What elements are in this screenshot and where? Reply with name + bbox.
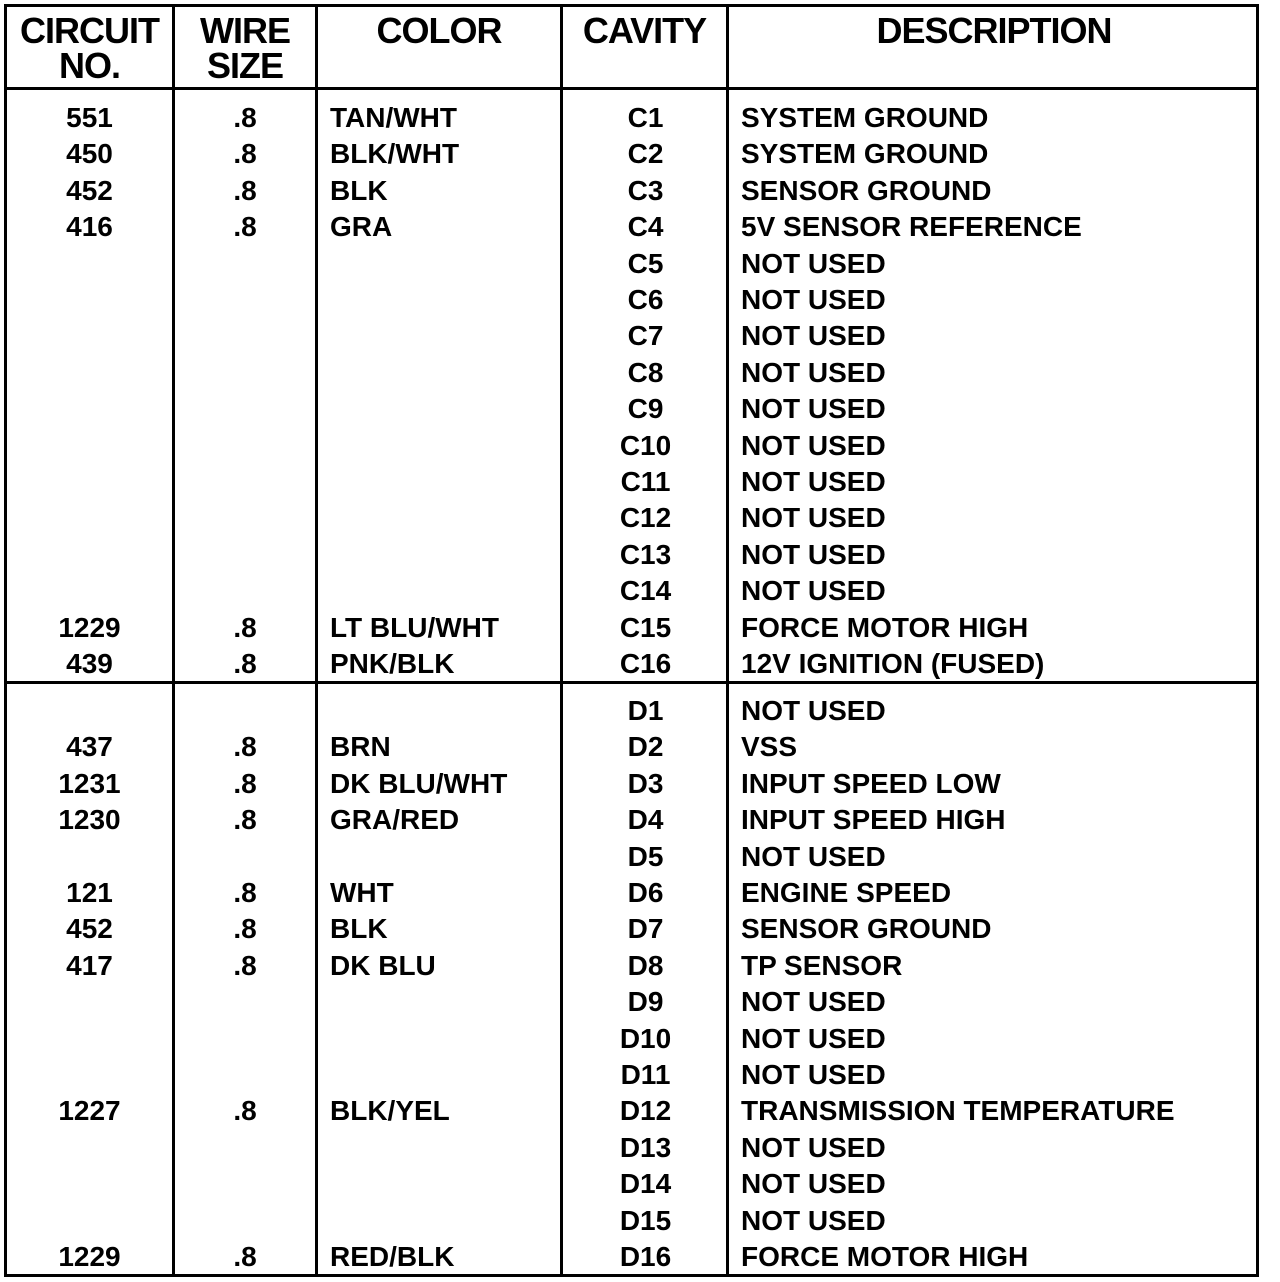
wire-color-cell: BLK: [330, 913, 388, 945]
wire-size-cell: [175, 1166, 315, 1202]
description-cell: FORCE MOTOR HIGH: [741, 1241, 1029, 1272]
circuit-no-cell: [7, 839, 172, 875]
circuit-no-cell: [7, 1130, 172, 1166]
wire-color-cell: [330, 500, 560, 536]
circuit-no-cell: [7, 537, 172, 573]
cavity-cell: C7: [627, 320, 664, 352]
wire-color-cell: [330, 464, 560, 500]
wire-size-cell: .8: [233, 174, 257, 206]
table-row: [7, 1239, 1256, 1275]
table-row: [7, 464, 1256, 500]
wire-color-cell: [330, 1166, 560, 1202]
circuit-no-cell: 1229: [58, 1241, 121, 1272]
description-cell: NOT USED: [741, 1022, 886, 1054]
table-row: [7, 1203, 1256, 1239]
cavity-cell: D9: [627, 986, 664, 1018]
circuit-no-cell: [7, 500, 172, 536]
wire-color-cell: [330, 246, 560, 282]
wire-size-cell: .8: [233, 1095, 257, 1127]
circuit-no-cell: 551: [66, 102, 113, 133]
circuit-no-cell: 452: [66, 174, 113, 206]
cavity-cell: C2: [627, 138, 664, 170]
wire-size-cell: .8: [233, 211, 257, 243]
cavity-cell: C6: [627, 284, 664, 315]
wire-color-cell: [330, 537, 560, 573]
table-row: [7, 911, 1256, 947]
wire-color-cell: BLK/YEL: [330, 1095, 450, 1127]
table-row: [7, 802, 1256, 838]
circuit-no-cell: [7, 355, 172, 391]
circuit-no-cell: [7, 282, 172, 318]
circuit-no-cell: [7, 693, 172, 729]
cavity-cell: D1: [627, 695, 664, 726]
table-row: [7, 391, 1256, 427]
cavity-cell: C13: [619, 538, 672, 570]
wire-size-cell: [175, 246, 315, 282]
wire-color-cell: [330, 355, 560, 391]
cavity-cell: C11: [620, 466, 671, 497]
table-row: [7, 948, 1256, 984]
wire-color-cell: [330, 1203, 560, 1239]
description-cell: TRANSMISSION TEMPERATURE: [741, 1095, 1175, 1127]
circuit-no-cell: 121: [66, 877, 113, 908]
description-cell: NOT USED: [741, 320, 886, 352]
cavity-cell: D6: [627, 877, 664, 908]
description-cell: NOT USED: [741, 695, 886, 726]
table-row: [7, 537, 1256, 573]
wire-size-cell: [175, 464, 315, 500]
description-cell: INPUT SPEED LOW: [741, 767, 1001, 799]
cavity-cell: D3: [627, 767, 664, 799]
wire-color-cell: [330, 1130, 560, 1166]
table-row: [7, 984, 1256, 1020]
description-cell: NOT USED: [741, 1059, 886, 1090]
header-circuit-no: CIRCUIT NO.: [20, 10, 159, 86]
circuit-no-cell: 417: [66, 949, 113, 981]
wire-color-cell: PNK/BLK: [330, 648, 455, 679]
description-cell: NOT USED: [741, 1204, 886, 1236]
wire-size-cell: .8: [233, 913, 257, 945]
wire-color-cell: DK BLU/WHT: [330, 767, 508, 799]
cavity-cell: D11: [620, 1059, 671, 1090]
wire-color-cell: [330, 1021, 560, 1057]
wire-size-cell: [175, 1021, 315, 1057]
circuit-no-cell: [7, 391, 172, 427]
description-cell: NOT USED: [741, 429, 886, 461]
description-cell: SYSTEM GROUND: [741, 138, 989, 170]
circuit-no-cell: 1227: [58, 1095, 121, 1127]
description-cell: NOT USED: [741, 1131, 886, 1163]
table-row: [7, 246, 1256, 282]
description-cell: NOT USED: [741, 356, 886, 388]
wire-size-cell: .8: [233, 1241, 257, 1272]
wire-size-cell: .8: [233, 102, 257, 133]
wire-color-cell: BLK/WHT: [330, 138, 460, 170]
cavity-cell: D5: [627, 840, 664, 872]
header-divider: [7, 87, 1256, 90]
table-row: [7, 1130, 1256, 1166]
circuit-no-cell: 1230: [58, 804, 121, 836]
table-row: [7, 318, 1256, 354]
cavity-cell: D14: [619, 1168, 672, 1200]
cavity-cell: D7: [627, 913, 664, 945]
wire-size-cell: [175, 1203, 315, 1239]
circuit-no-cell: 1229: [58, 611, 121, 643]
wire-size-cell: [175, 573, 315, 609]
table-row: [7, 428, 1256, 464]
table-row: [7, 1021, 1256, 1057]
cavity-cell: D12: [619, 1095, 672, 1127]
wire-color-cell: TAN/WHT: [330, 102, 457, 133]
wire-size-cell: [175, 318, 315, 354]
wire-size-cell: .8: [233, 648, 257, 679]
wire-color-cell: [330, 391, 560, 427]
description-cell: NOT USED: [741, 284, 886, 315]
description-cell: TP SENSOR: [741, 949, 903, 981]
wire-size-cell: .8: [233, 731, 257, 763]
description-cell: NOT USED: [741, 538, 886, 570]
description-cell: SENSOR GROUND: [741, 174, 992, 206]
table-row: [7, 610, 1256, 646]
wire-size-cell: .8: [233, 949, 257, 981]
circuit-no-cell: [7, 984, 172, 1020]
cavity-cell: C16: [619, 648, 672, 679]
circuit-no-cell: [7, 246, 172, 282]
wire-color-cell: LT BLU/WHT: [330, 611, 499, 643]
cavity-cell: C9: [627, 393, 664, 425]
cavity-cell: C3: [627, 174, 664, 206]
circuit-no-cell: [7, 1203, 172, 1239]
description-cell: NOT USED: [741, 840, 886, 872]
wire-size-cell: [175, 537, 315, 573]
table-row: [7, 173, 1256, 209]
table-row: [7, 693, 1256, 729]
circuit-no-cell: [7, 428, 172, 464]
description-cell: NOT USED: [741, 247, 886, 279]
cavity-cell: C1: [627, 102, 664, 133]
cavity-cell: C5: [627, 247, 664, 279]
table-row: [7, 100, 1256, 136]
table-row: [7, 282, 1256, 318]
description-cell: FORCE MOTOR HIGH: [741, 611, 1029, 643]
circuit-no-cell: [7, 464, 172, 500]
header-description: DESCRIPTION: [876, 10, 1112, 51]
table-row: [7, 1166, 1256, 1202]
wire-size-cell: [175, 984, 315, 1020]
cavity-cell: C14: [619, 575, 672, 607]
description-cell: 12V IGNITION (FUSED): [741, 648, 1045, 679]
circuit-no-cell: [7, 318, 172, 354]
table-row: [7, 573, 1256, 609]
wire-color-cell: DK BLU: [330, 949, 436, 981]
wire-size-cell: [175, 282, 315, 318]
wire-size-cell: .8: [233, 138, 257, 170]
wire-color-cell: BLK: [330, 174, 388, 206]
wire-color-cell: [330, 1057, 560, 1093]
circuit-no-cell: 439: [66, 648, 113, 679]
table-row: [7, 766, 1256, 802]
wire-size-cell: [175, 355, 315, 391]
wire-size-cell: [175, 839, 315, 875]
description-cell: VSS: [741, 731, 798, 763]
description-cell: INPUT SPEED HIGH: [741, 804, 1006, 836]
wire-color-cell: [330, 318, 560, 354]
description-cell: NOT USED: [741, 466, 886, 497]
description-cell: NOT USED: [741, 1168, 886, 1200]
table-row: [7, 839, 1256, 875]
wire-size-cell: .8: [233, 804, 257, 836]
circuit-no-cell: 1231: [58, 767, 121, 799]
wire-color-cell: RED/BLK: [330, 1241, 455, 1272]
wire-size-cell: .8: [233, 767, 257, 799]
circuit-no-cell: [7, 1057, 172, 1093]
circuit-no-cell: [7, 573, 172, 609]
table-row: [7, 729, 1256, 765]
circuit-no-cell: 437: [66, 731, 113, 763]
wire-color-cell: GRA/RED: [330, 804, 460, 836]
header-color: COLOR: [376, 10, 502, 51]
description-cell: NOT USED: [741, 393, 886, 425]
description-cell: SENSOR GROUND: [741, 913, 992, 945]
description-cell: NOT USED: [741, 502, 886, 534]
cavity-cell: C15: [619, 611, 672, 643]
wire-size-cell: [175, 1130, 315, 1166]
header-wire-size: WIRE SIZE: [200, 10, 290, 86]
table-row: [7, 136, 1256, 172]
wire-color-cell: BRN: [330, 731, 391, 763]
wire-size-cell: .8: [233, 877, 257, 908]
table-row: [7, 500, 1256, 536]
table-row: [7, 1093, 1256, 1129]
cavity-cell: C12: [619, 502, 672, 534]
cavity-cell: C10: [619, 429, 672, 461]
wire-color-cell: [330, 282, 560, 318]
description-cell: ENGINE SPEED: [741, 877, 952, 908]
description-cell: SYSTEM GROUND: [741, 102, 989, 133]
cavity-cell: D13: [619, 1131, 672, 1163]
description-cell: 5V SENSOR REFERENCE: [741, 211, 1082, 243]
cavity-cell: D4: [627, 804, 664, 836]
pinout-table: [4, 4, 1259, 1277]
table-row: [7, 355, 1256, 391]
circuit-no-cell: [7, 1021, 172, 1057]
circuit-no-cell: 416: [66, 211, 113, 243]
table-row: [7, 209, 1256, 245]
circuit-no-cell: [7, 1166, 172, 1202]
wire-color-cell: [330, 693, 560, 729]
wire-size-cell: [175, 1057, 315, 1093]
table-row: [7, 1057, 1256, 1093]
circuit-no-cell: 450: [66, 138, 113, 170]
wire-color-cell: [330, 984, 560, 1020]
description-cell: NOT USED: [741, 575, 886, 607]
description-cell: NOT USED: [741, 986, 886, 1018]
cavity-cell: D2: [627, 731, 664, 763]
cavity-cell: D8: [627, 949, 664, 981]
wire-color-cell: [330, 839, 560, 875]
wire-color-cell: [330, 428, 560, 464]
wire-color-cell: GRA: [330, 211, 393, 243]
cavity-cell: C4: [627, 211, 664, 243]
wire-color-cell: [330, 573, 560, 609]
circuit-no-cell: 452: [66, 913, 113, 945]
wire-size-cell: [175, 500, 315, 536]
wire-color-cell: WHT: [330, 877, 394, 908]
wire-size-cell: [175, 428, 315, 464]
header-cavity: CAVITY: [582, 10, 707, 51]
cavity-cell: C8: [627, 356, 664, 388]
wire-size-cell: [175, 693, 315, 729]
wire-size-cell: .8: [233, 611, 257, 643]
cavity-cell: D15: [619, 1204, 672, 1236]
table-row: [7, 646, 1256, 682]
cavity-cell: D10: [619, 1022, 672, 1054]
wire-size-cell: [175, 391, 315, 427]
table-row: [7, 875, 1256, 911]
cavity-cell: D16: [619, 1241, 672, 1272]
